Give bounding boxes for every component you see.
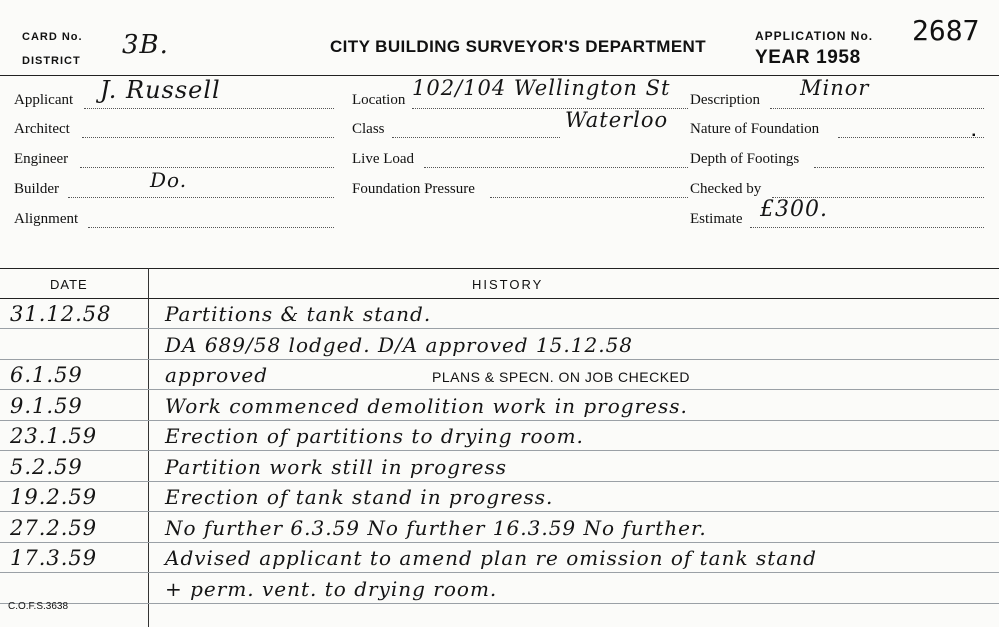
ruled-line <box>0 572 999 573</box>
form-code: C.O.F.S.3638 <box>8 601 69 612</box>
application-label: APPLICATION No. <box>755 29 874 43</box>
ruled-line <box>0 389 999 390</box>
history-entry: DA 689/58 lodged. D/A approved 15.12.58 <box>165 332 634 357</box>
card-no-label: CARD No. <box>22 31 83 43</box>
history-entry: Partitions & tank stand. <box>165 302 432 326</box>
ruled-line <box>0 328 999 329</box>
location-label: Location <box>352 92 406 108</box>
ruled-line <box>0 420 999 421</box>
ruled-line <box>0 542 999 543</box>
history-date: 23.1.59 <box>10 424 98 448</box>
description-label: Description <box>690 92 760 108</box>
district-label: DISTRICT <box>22 55 81 67</box>
estimate-value: £300. <box>760 197 828 222</box>
history-entry: No further 6.3.59 No further 16.3.59 No further. <box>165 515 707 540</box>
department-title: CITY BUILDING SURVEYOR'S DEPARTMENT <box>330 37 707 56</box>
description-value: Minor <box>800 76 870 100</box>
history-date: 17.3.59 <box>10 546 98 570</box>
history-date: 31.12.58 <box>10 302 112 326</box>
history-column-header: HISTORY <box>472 277 544 292</box>
live-load-label: Live Load <box>352 151 415 167</box>
ruled-line <box>0 603 999 604</box>
history-top-divider <box>0 268 999 269</box>
history-entry: Work commenced demolition work in progress. <box>165 393 688 418</box>
builder-value: Do. <box>150 168 188 192</box>
foundation-pressure-label: Foundation Pressure <box>352 181 475 197</box>
estimate-label: Estimate <box>690 211 743 227</box>
ruled-line <box>0 511 999 512</box>
history-entry: approved <box>165 363 269 387</box>
date-column-header: DATE <box>50 277 88 292</box>
year-label: YEAR 1958 <box>755 47 861 68</box>
history-date: 9.1.59 <box>10 393 83 418</box>
history-entry: Advised applicant to amend plan re omission of tank stand <box>165 546 817 570</box>
history-entry: + perm. vent. to drying room. <box>165 576 498 601</box>
ruled-line <box>0 450 999 451</box>
location-value-line2: Waterloo <box>565 108 669 132</box>
history-entry: Partition work still in progress <box>165 454 507 479</box>
applicant-value: J. Russell <box>100 76 221 104</box>
class-label: Class <box>352 121 385 137</box>
engineer-label: Engineer <box>14 151 69 167</box>
builder-label: Builder <box>14 181 59 197</box>
date-column-divider <box>148 268 149 627</box>
history-date: 6.1.59 <box>10 363 83 387</box>
checked-stamp: PLANS & SPECN. ON JOB CHECKED <box>432 369 691 385</box>
history-entry: Erection of tank stand in progress. <box>165 485 554 509</box>
punch-mark: ▪ <box>972 130 976 141</box>
checked-by-label: Checked by <box>690 181 762 197</box>
nature-of-foundation-label: Nature of Foundation <box>690 121 820 137</box>
alignment-label: Alignment <box>14 211 79 227</box>
district-value: 3B. <box>122 30 169 60</box>
history-date: 19.2.59 <box>10 485 98 509</box>
history-date: 5.2.59 <box>10 454 83 479</box>
history-entry: Erection of partitions to drying room. <box>165 424 584 448</box>
location-value: 102/104 Wellington St <box>412 76 671 100</box>
architect-label: Architect <box>14 121 70 137</box>
history-date: 27.2.59 <box>10 515 98 540</box>
applicant-label: Applicant <box>14 92 74 108</box>
ruled-line <box>0 359 999 360</box>
depth-of-footings-label: Depth of Footings <box>690 151 800 167</box>
history-header-divider <box>0 298 999 299</box>
ruled-line <box>0 481 999 482</box>
application-number: 2687 <box>912 14 980 47</box>
